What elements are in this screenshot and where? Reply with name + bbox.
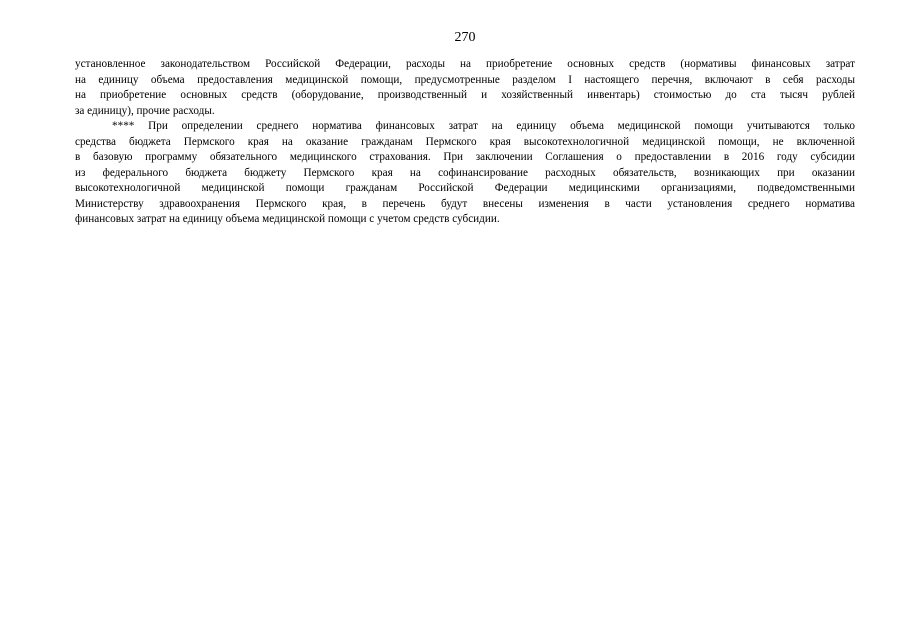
text-line: из федерального бюджета бюджету Пермского края на софинансирование расходных обязательств, возникающих при оказании xyxy=(75,166,855,179)
page-number: 270 xyxy=(454,30,476,45)
text-line: **** При определении среднего норматива финансовых затрат на единицу объема медицинской помощи учитываются только xyxy=(112,120,855,132)
text-line: Министерству здравоохранения Пермского края, в перечень будут внесены изменения в части установления среднего норматива xyxy=(75,197,855,210)
text-line: высокотехнологичной медицинской помощи гражданам Российской Федерации медицинскими организациями, подведомственными xyxy=(75,182,855,194)
text-line: финансовых затрат на единицу объема медицинской помощи с учетом средств субсидии. xyxy=(75,213,500,225)
text-line: в базовую программу обязательного медицинского страхования. При заключении Соглашения о предоставлении в 2016 году субсидии xyxy=(75,151,855,163)
text-line: на единицу объема предоставления медицинской помощи, предусмотренные разделом I настоящего перечня, включают в себя расходы xyxy=(75,73,855,86)
text-line: установленное законодательством Российской Федерации, расходы на приобретение основных средств (нормативы финансовых затрат xyxy=(75,58,855,70)
text-line: на приобретение основных средств (оборудование, производственный и хозяйственный инвентарь) стоимостью до ста тысяч рублей xyxy=(75,89,855,101)
footnote-four-stars xyxy=(75,119,855,228)
text-line: средства бюджета Пермского края на оказание гражданам Пермского края высокотехнологичной медицинской помощи, не включенной xyxy=(75,135,855,148)
paragraph-continuation xyxy=(75,57,855,119)
text-line: за единицу), прочие расходы. xyxy=(75,104,215,117)
footnote-text xyxy=(75,57,855,228)
